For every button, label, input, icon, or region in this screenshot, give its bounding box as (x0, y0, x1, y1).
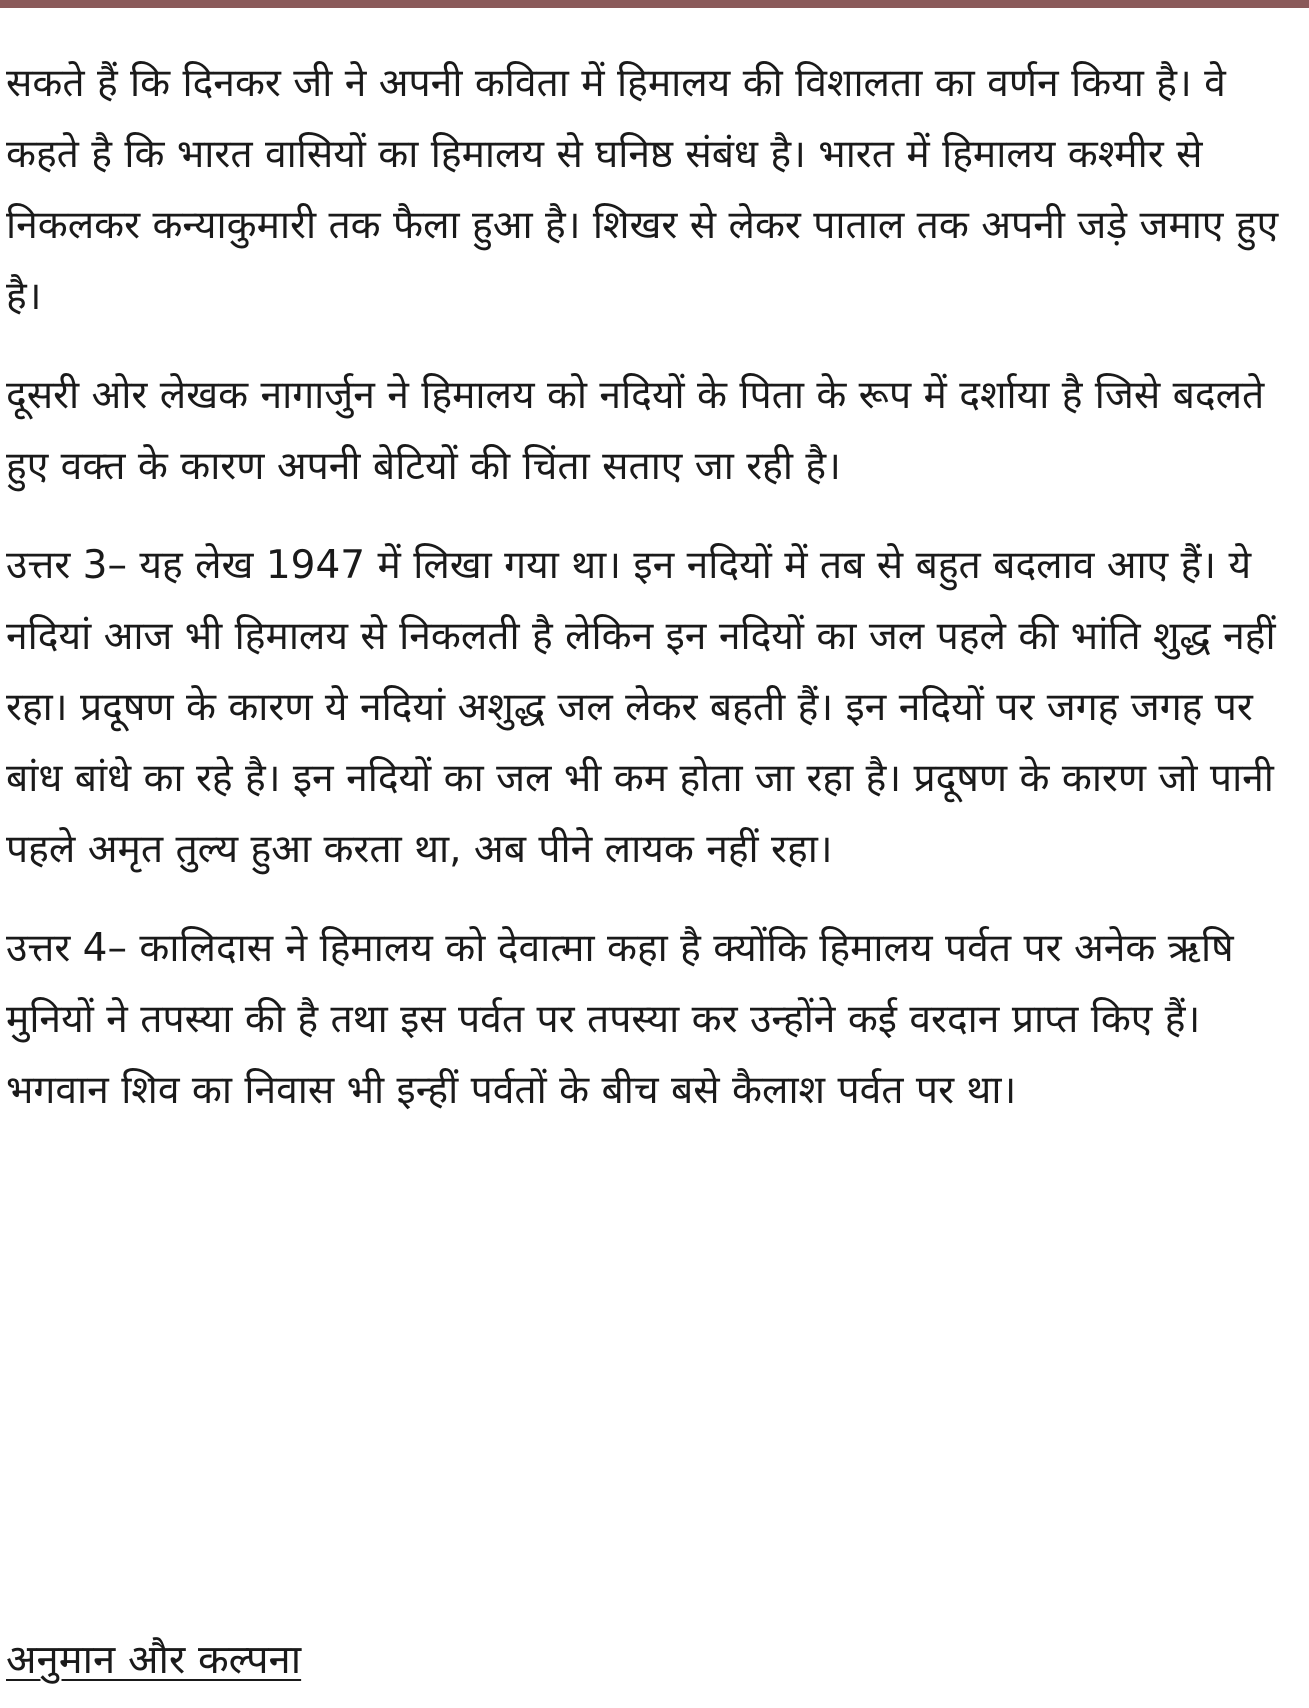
document-body (6, 48, 1304, 1154)
paragraph-answer-4: उत्तर 4– कालिदास ने हिमालय को देवात्मा कहा है क्योंकि हिमालय पर्वत पर अनेक ऋषि मुनियों ने तपस्या की है तथा इस पर्वत पर तपस्या कर उन्होंने कई वरदान प्राप्त किए हैं। भगवान शिव का निवास भी इन्हीं पर्वतों के बीच बसे कैलाश पर्वत पर था। (6, 926, 1234, 1113)
paragraph-dinkar-himalaya: सकते हैं कि दिनकर जी ने अपनी कविता में हिमालय की विशालता का वर्णन किया है। वे कहते है कि भारत वासियों का हिमालय से घनिष्ठ संबंध है। भारत में हिमालय कश्मीर से निकलकर कन्याकुमारी तक फैला हुआ है। शिखर से लेकर पाताल तक अपनी जड़े जमाए हुए है। (6, 61, 1279, 319)
section-heading: अनुमान और कल्पना (6, 1637, 302, 1683)
top-border (0, 0, 1309, 8)
paragraph-nagarjun: दूसरी ओर लेखक नागार्जुन ने हिमालय को नदियों के पिता के रूप में दर्शाया है जिसे बदलते हुए वक्त के कारण अपनी बेटियों की चिंता सताए जा रही है। (6, 373, 1265, 489)
paragraph-answer-3: उत्तर 3– यह लेख 1947 में लिखा गया था। इन नदियों में तब से बहुत बदलाव आए हैं। ये नदियां आज भी हिमालय से निकलती है लेकिन इन नदियों का जल पहले की भांति शुद्ध नहीं रहा। प्रदूषण के कारण ये नदियां अशुद्ध जल लेकर बहती हैं। इन नदियों पर जगह जगह पर बांध बांधे का रहे है। इन नदियों का जल भी कम होता जा रहा है। प्रदूषण के कारण जो पानी पहले अमृत तुल्य हुआ करता था, अब पीने लायक नहीं रहा। (6, 543, 1276, 872)
